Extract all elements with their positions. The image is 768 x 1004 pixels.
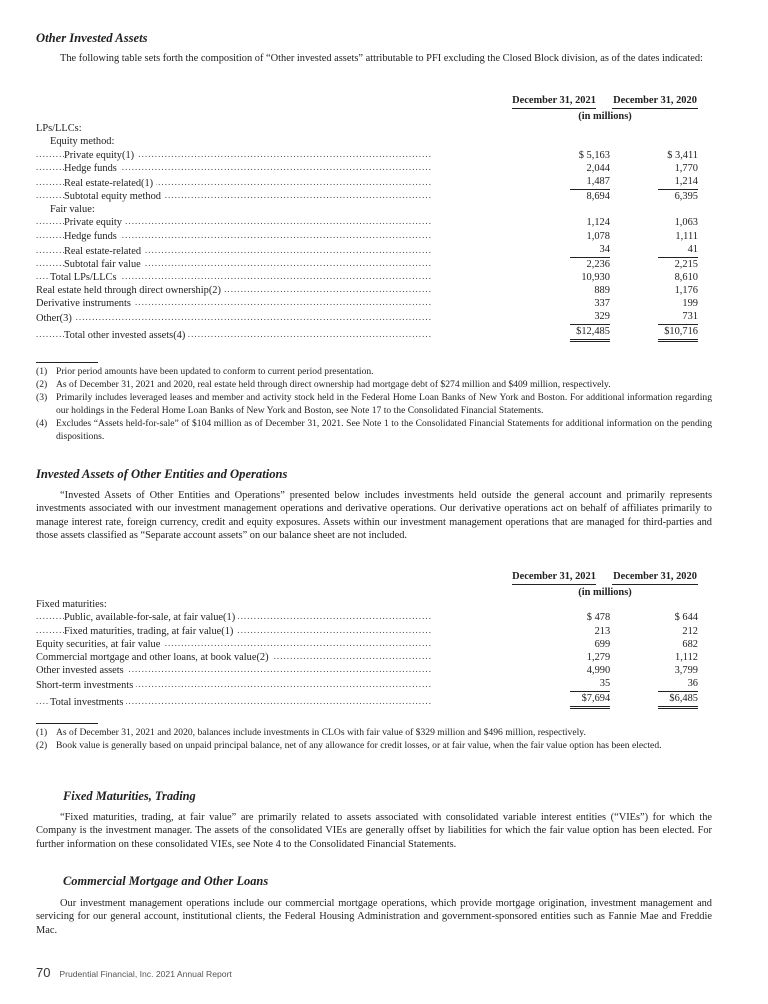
table-row-total: Total other invested assets(4) . . . $12,485 $10,716	[36, 325, 712, 342]
subsection-title-fixed-maturities-trading: Fixed Maturities, Trading	[63, 789, 196, 803]
table-row: Real estate-related . . . 34 41	[36, 243, 712, 258]
table-row: Hedge funds . . . 1,078 1,111	[36, 229, 712, 242]
col-header-2021: December 31, 2021	[512, 94, 596, 109]
col-header-2021: December 31, 2021	[512, 570, 596, 585]
section-title-other-entities: Invested Assets of Other Entities and Operations	[36, 467, 288, 481]
table-row: Fixed maturities:	[36, 598, 712, 611]
table-row: Real estate held through direct ownership(2) . . . 889 1,176	[36, 284, 712, 297]
footnote: (2) As of December 31, 2021 and 2020, real estate held through direct ownership had mortgage debt of $274 million and $409 million, respectively.	[36, 379, 611, 391]
subsection-title-commercial-mortgage: Commercial Mortgage and Other Loans	[63, 874, 269, 888]
footnote-divider	[36, 723, 98, 724]
table-row: Other invested assets . . . 4,990 3,799	[36, 664, 712, 677]
report-name: Prudential Financial, Inc. 2021 Annual Report	[59, 969, 232, 979]
table-row: Commercial mortgage and other loans, at book value(2) . . . 1,279 1,112	[36, 651, 712, 664]
table-row: Short-term investments . . . 35 36	[36, 677, 712, 692]
table-row: Other(3) . . . 329 731	[36, 310, 712, 325]
col-header-2020: December 31, 2020	[612, 94, 698, 109]
footnote: (2) Book value is generally based on unpaid principal balance, net of any allowance for credit losses, or at fair value, when the fair value option has been elected.	[36, 740, 662, 752]
unit-label: (in millions)	[578, 111, 632, 122]
table-row: Fair value:	[36, 203, 712, 216]
table-row: Private equity(1) . . . $ 5,163 $ 3,411	[36, 148, 712, 161]
table-row: LPs/LLCs:	[36, 122, 712, 135]
other-entities-table	[36, 598, 712, 709]
section-title-other-invested-assets: Other Invested Assets	[36, 31, 148, 45]
footnote: (1) As of December 31, 2021 and 2020, balances include investments in CLOs with fair value of $329 million and $496 million, respectively.	[36, 727, 586, 738]
table-row: Private equity . . . 1,124 1,063	[36, 216, 712, 229]
table-row: Hedge funds . . . 2,044 1,770	[36, 162, 712, 175]
section4-body: Our investment management operations include our commercial mortgage operations, which provide mortgage origination, investment management and servicing for our general account, institutional clients, the Federal Housing Administration and government-sponsored entities such as Fannie Mae and Freddie Mac.	[36, 898, 712, 936]
footnote: (3) Primarily includes leveraged leases and member and activity stock held in the Federal Home Loan Banks of New York and Boston. For additional information regarding our holdings in the Federal Home Loan Banks of New York and Boston, see Note 17 to the Consolidated Financial Statements.	[36, 392, 712, 416]
section1-intro: The following table sets forth the composition of “Other invested assets” attributable to PFI excluding the Closed Block division, as of the dates indicated:	[60, 53, 703, 64]
col-header-2020: December 31, 2020	[612, 570, 698, 585]
table-row: Equity method:	[36, 135, 712, 148]
section3-body: “Fixed maturities, trading, at fair value” are primarily related to assets associated with consolidated variable interest entities (“VIEs”) for which the Company is the investment manager. The assets of the consolidated VIEs are generally offset by liabilities for which the fair value option has been elected. For further information on these consolidated VIEs, see Note 4 to the Consolidated Financial Statements.	[36, 812, 712, 850]
table-row: Real estate-related(1) . . . 1,487 1,214	[36, 175, 712, 190]
footnote: (1) Prior period amounts have been updated to conform to current period presentation.	[36, 366, 374, 377]
section2-footnotes	[36, 727, 712, 753]
section1-footnotes	[36, 366, 712, 444]
section2-intro: “Invested Assets of Other Entities and Operations” presented below includes investments held outside the general account and primarily represents investments associated with our investment management operations and derivative operations. Our derivative operations act on behalf of affiliates primarily to manage interest rate, foreign currency, credit and equity exposures. Assets within our investment management operations that are managed for third-parties and those assets classified as “Separate account assets” on our balance sheet are not included.	[36, 490, 712, 542]
footnote: (4) Excludes “Assets held-for-sale” of $104 million as of December 31, 2021. See Note 1 to the Consolidated Financial Statements for additional information on the pending dispositions.	[36, 418, 712, 442]
table-row: Public, available-for-sale, at fair value(1) . . . $ 478 $ 644	[36, 611, 712, 624]
other-invested-assets-table	[36, 122, 712, 342]
table-row: Total LPs/LLCs . . . 10,930 8,610	[36, 271, 712, 284]
footnote-divider	[36, 362, 98, 363]
table-row: Equity securities, at fair value . . . 699 682	[36, 638, 712, 651]
page-number: 70	[36, 965, 51, 980]
table-row: Fixed maturities, trading, at fair value(1) . . . 213 212	[36, 624, 712, 637]
unit-label: (in millions)	[578, 587, 632, 598]
table-row: Derivative instruments . . . 337 199	[36, 297, 712, 310]
table-row: Subtotal equity method . . . 8,694 6,395	[36, 190, 712, 203]
table-row-total: Total investments . . . $7,694 $6,485	[36, 692, 712, 709]
table-row: Subtotal fair value . . . 2,236 2,215	[36, 258, 712, 271]
page-footer	[36, 966, 232, 981]
